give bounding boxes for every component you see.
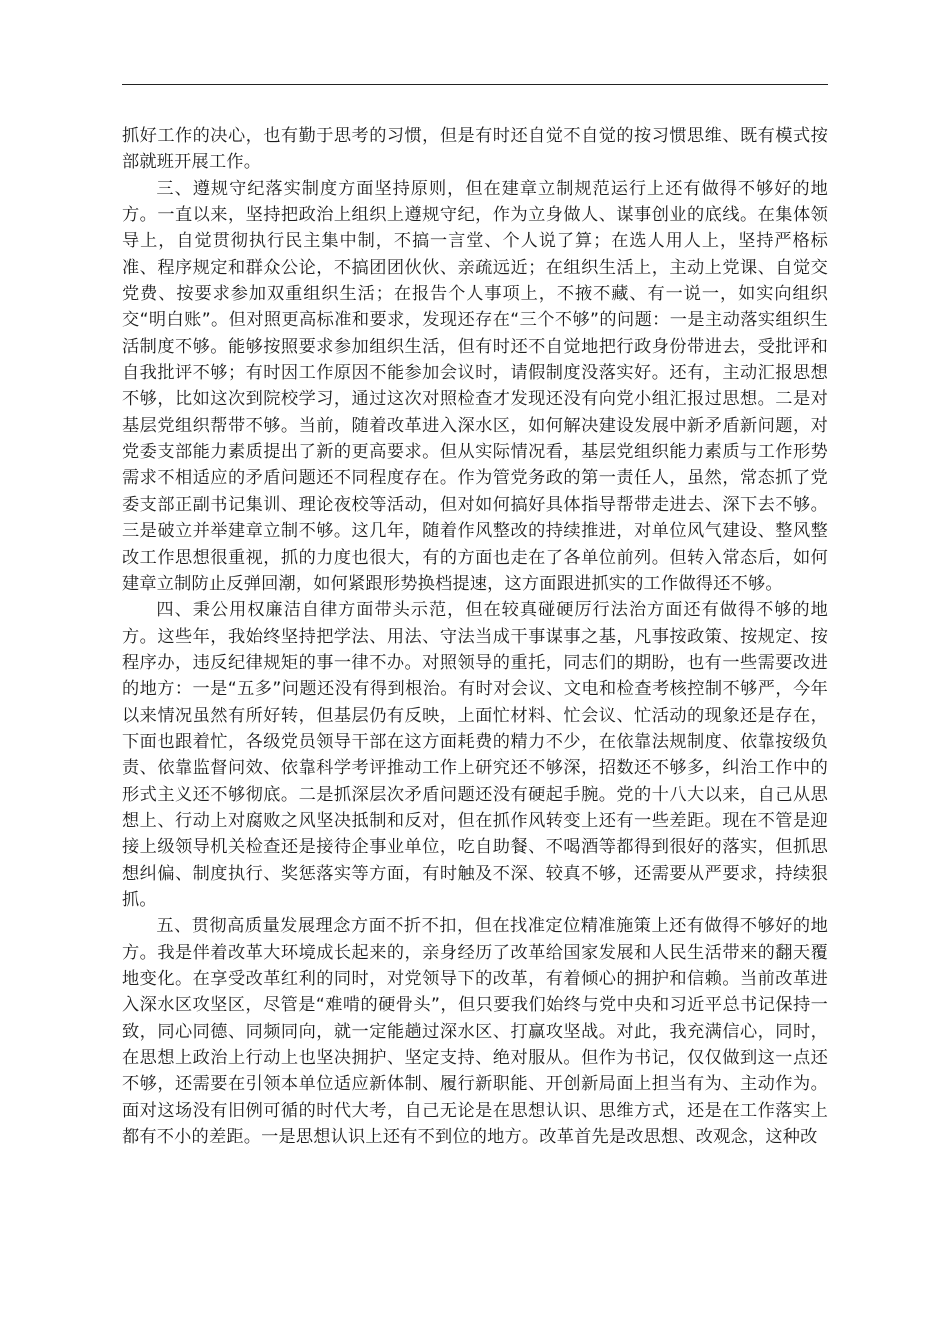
paragraph-section-three: 三、遵规守纪落实制度方面坚持原则，但在建章立制规范运行上还有做得不够好的地方。一直以来，坚持把政治上组织上遵规守纪，作为立身做人、谋事创业的底线。在集体领导上，自觉贯彻执行民主集中制，不搞一言堂、个人说了算；在选人用人上，坚持严格标准、程序规定和群众公论，不搞团团伙伙、亲疏远近；在组织生活上，主动上党课、自觉交党费、按要求参加双重组织生活；在报告个人事项上，不掖不藏、有一说一，如实向组织交“明白账”。但对照更高标准和要求，发现还存在“三个不够”的问题：一是主动落实组织生活制度不够。能够按照要求参加组织生活，但有时还不自觉地把行政身份带进去，受批评和自我批评不够；有时因工作原因不能参加会议时，请假制度没落实好。还有，主动汇报思想不够，比如这次到院校学习，通过这次对照检查才发现还没有向党小组汇报过思想。二是对基层党组织帮带不够。当前，随着改革进入深水区，如何解决建设发展中新矛盾新问题，对党委支部能力素质提出了新的更高要求。但从实际情况看，基层党组织能力素质与工作形势需求不相适应的矛盾问题还不同程度存在。作为管党务政的第一责任人，虽然，常态抓了党委支部正副书记集训、理论夜校等活动，但对如何搞好具体指导帮带走进去、深下去不够。三是破立并举建章立制不够。这几年，随着作风整改的持续推进，对单位风气建设、整风整改工作思想很重视，抓的力度也很大，有的方面也走在了各单位前列。但转入常态后，如何建章立制防止反弹回潮，如何紧跟形势换档提速，这方面跟进抓实的工作做得还不够。 <box>122 178 828 594</box>
paragraph-section-five: 五、贯彻高质量发展理念方面不折不扣，但在找准定位精准施策上还有做得不够好的地方。我是伴着改革大环境成长起来的，亲身经历了改革给国家发展和人民生活带来的翻天覆地变化。在享受改革红利的同时，对党领导下的改革，有着倾心的拥护和信赖。当前改革进入深水区攻坚区，尽管是“难啃的硬骨头”，但只要我们始终与党中央和习近平总书记保持一致，同心同德、同频同向，就一定能趟过深水区、打赢攻坚战。对此，我充满信心，同时，在思想上政治上行动上也坚决拥护、坚定支持、绝对服从。但作为书记，仅仅做到这一点还不够，还需要在引领本单位适应新体制、履行新职能、开创新局面上担当有为、主动作为。面对这场没有旧例可循的时代大考，自己无论是在思想认识、思维方式，还是在工作落实上都有不小的差距。一是思想认识上还有不到位的地方。改革首先是改思想、改观念，这种改 <box>122 916 828 1148</box>
body-text <box>122 123 828 1150</box>
paragraph-continuation: 抓好工作的决心，也有勤于思考的习惯，但是有时还自觉不自觉的按习惯思维、既有模式按部就班开展工作。 <box>122 126 828 173</box>
header-rule <box>122 84 828 85</box>
paragraph-section-four: 四、秉公用权廉洁自律方面带头示范，但在较真碰硬厉行法治方面还有做得不够的地方。这些年，我始终坚持把学法、用法、守法当成干事谋事之基，凡事按政策、按规定、按程序办，违反纪律规矩的事一律不办。对照领导的重托，同志们的期盼，也有一些需要改进的地方：一是“五多”问题还没有得到根治。有时对会议、文电和检查考核控制不够严，今年以来情况虽然有所好转，但基层仍有反映，上面忙材料、忙会议、忙活动的现象还是存在，下面也跟着忙，各级党员领导干部在这方面耗费的精力不少，在依靠法规制度、依靠按级负责、依靠监督问效、依靠科学考评推动工作上研究还不够深，招数还不够多，纠治工作中的形式主义还不够彻底。二是抓深层次矛盾问题还没有硬起手腕。党的十八大以来，自己从思想上、行动上对腐败之风坚决抵制和反对，但在抓作风转变上还有一些差距。现在不管是迎接上级领导机关检查还是接待企事业单位，吃自助餐、不喝酒等都得到很好的落实，但抓思想纠偏、制度执行、奖惩落实等方面，有时触及不深、较真不够，还需要从严要求，持续狠抓。 <box>122 600 828 910</box>
